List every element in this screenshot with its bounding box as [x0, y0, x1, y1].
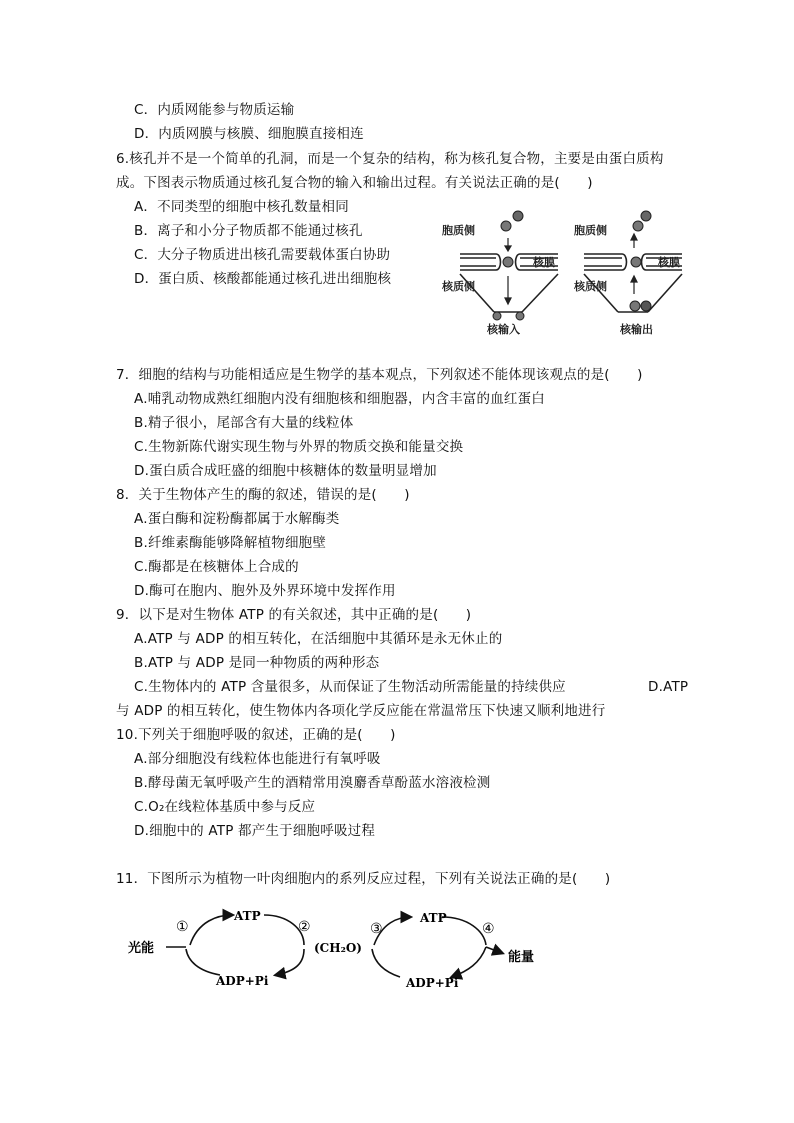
nucleoplasm-side-label-right: 核质侧 — [574, 280, 607, 293]
q10-option-d: D.细胞中的 ATP 都产生于细胞呼吸过程 — [134, 823, 376, 839]
cytoplasm-side-label-left: 胞质侧 — [442, 224, 475, 237]
q8-option-d: D.酶可在胞内、胞外及外界环境中发挥作用 — [134, 583, 396, 599]
q8-option-b: B.纤维素酶能够降解植物细胞壁 — [134, 535, 327, 551]
q8-option-c: C.酶都是在核糖体上合成的 — [134, 559, 299, 575]
q9-option-a: A.ATP 与 ADP 的相互转化，在活细胞中其循环是永无休止的 — [134, 631, 503, 647]
q6-option-c: C．大分子物质进出核孔需要载体蛋白协助 — [134, 247, 391, 263]
atp-cycle-figure — [128, 905, 558, 1000]
membrane-label-left: 核膜 — [533, 256, 555, 269]
q5-option-d: D．内质网膜与核膜、细胞膜直接相连 — [134, 126, 364, 142]
atp-label-2: ATP — [420, 911, 447, 925]
step-1-marker: ① — [176, 919, 189, 935]
q11-stem: 11．下图所示为植物一叶肉细胞内的系列反应过程，下列有关说法正确的是( ) — [116, 871, 611, 887]
q6-stem-line1: 6.核孔并不是一个简单的孔洞，而是一个复杂的结构，称为核孔复合物，主要是由蛋白质构 — [116, 151, 664, 167]
export-caption: 核输出 — [620, 323, 653, 336]
q10-option-b: B.酵母菌无氧呼吸产生的酒精常用溴麝香草酚蓝水溶液检测 — [134, 775, 491, 791]
q7-stem: 7．细胞的结构与功能相适应是生物学的基本观点，下列叙述不能体现该观点的是( ) — [116, 367, 643, 383]
q9-option-c: C.生物体内的 ATP 含量很多，从而保证了生物活动所需能量的持续供应 — [134, 679, 566, 695]
nucleoplasm-side-label-left: 核质侧 — [442, 280, 475, 293]
adp-pi-label-1: ADP+Pi — [216, 974, 269, 988]
q9-stem: 9．以下是对生物体 ATP 的有关叙述，其中正确的是( ) — [116, 607, 472, 623]
nuclear-export-diagram — [573, 211, 682, 336]
q6-option-a: A．不同类型的细胞中核孔数量相同 — [134, 199, 349, 215]
cargo-molecules-right — [618, 211, 651, 314]
step-4-marker: ④ — [482, 921, 495, 937]
step-2-marker: ② — [298, 919, 311, 935]
nuclear-import-diagram — [441, 211, 558, 336]
q7-option-c: C.生物新陈代谢实现生物与外界的物质交换和能量交换 — [134, 439, 464, 455]
q6-stem-line2: 成。下图表示物质通过核孔复合物的输入和输出过程。有关说法正确的是( ) — [116, 175, 593, 191]
atp-label-1: ATP — [234, 909, 261, 923]
q8-stem: 8．关于生物体产生的酶的叙述，错误的是( ) — [116, 487, 410, 503]
q6-option-b: B．离子和小分子物质都不能通过核孔 — [134, 223, 363, 239]
q8-option-a: A.蛋白酶和淀粉酶都属于水解酶类 — [134, 511, 340, 527]
import-caption: 核输入 — [487, 323, 520, 336]
energy-label: 能量 — [508, 950, 535, 965]
cytoplasm-side-label-right: 胞质侧 — [574, 224, 607, 237]
q7-option-a: A.哺乳动物成熟红细胞内没有细胞核和细胞器，内含丰富的血红蛋白 — [134, 391, 545, 407]
q10-stem: 10.下列关于细胞呼吸的叙述，正确的是( ) — [116, 727, 396, 743]
q5-option-c: C．内质网能参与物质运输 — [134, 102, 295, 118]
atp-cycle-1 — [186, 915, 304, 975]
light-energy-label: 光能 — [128, 941, 155, 956]
q9-option-b: B.ATP 与 ADP 是同一种物质的两种形态 — [134, 655, 380, 671]
q9-option-d-cont: 与 ADP 的相互转化，使生物体内各项化学反应能在常温常压下快速又顺利地进行 — [116, 703, 606, 719]
import-arrows — [505, 238, 511, 304]
adp-pi-label-2: ADP+Pi — [406, 976, 459, 990]
ch2o-label: (CH₂O) — [314, 941, 362, 955]
nuclear-pore-figure — [440, 204, 685, 344]
atp-cycle-2 — [372, 917, 486, 977]
q7-option-d: D.蛋白质合成旺盛的细胞中核糖体的数量明显增加 — [134, 463, 437, 479]
q9-option-d-start: D.ATP — [648, 679, 689, 695]
q6-option-d: D．蛋白质、核酸都能通过核孔进出细胞核 — [134, 271, 392, 287]
membrane-label-right: 核膜 — [658, 256, 680, 269]
q7-option-b: B.精子很小，尾部含有大量的线粒体 — [134, 415, 354, 431]
q10-option-c: C.O₂在线粒体基质中参与反应 — [134, 799, 316, 815]
step-3-marker: ③ — [370, 921, 383, 937]
q10-option-a: A.部分细胞没有线粒体也能进行有氧呼吸 — [134, 751, 381, 767]
